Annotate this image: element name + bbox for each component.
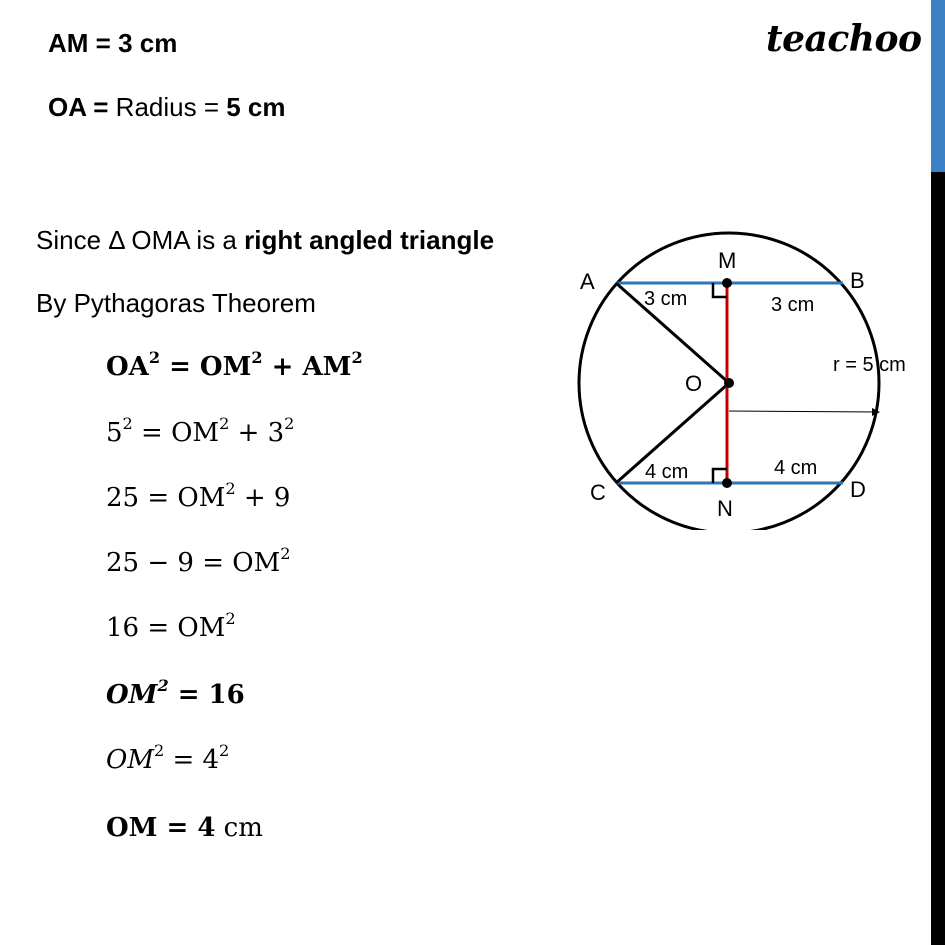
label-n: N bbox=[717, 496, 733, 521]
pythagoras-line: By Pythagoras Theorem bbox=[36, 288, 316, 318]
since-bold: right angled triangle bbox=[244, 225, 495, 255]
oa-mid: Radius = bbox=[108, 92, 227, 122]
label-c: C bbox=[590, 480, 606, 505]
eq8-a: OM = 4 bbox=[106, 813, 216, 843]
eq6-a: OM bbox=[106, 680, 158, 710]
eq3-a: 25 = OM bbox=[106, 483, 226, 513]
eq7-b: = 4 bbox=[164, 745, 220, 775]
oa-line bbox=[48, 92, 286, 123]
equation-2 bbox=[106, 413, 295, 448]
label-m: M bbox=[718, 248, 737, 273]
radius-arrow bbox=[729, 411, 879, 412]
eq7-p2: 2 bbox=[219, 740, 230, 760]
am-text: AM = 3 cm bbox=[48, 28, 178, 58]
eq2-a: 5 bbox=[106, 418, 123, 448]
teachoo-logo: teachoo bbox=[766, 18, 922, 60]
equation-5 bbox=[106, 608, 236, 643]
eq2-p3: 2 bbox=[284, 413, 295, 433]
measure-cn: 4 cm bbox=[645, 461, 689, 483]
measure-mb: 3 cm bbox=[771, 294, 815, 316]
eq7-p1: 2 bbox=[153, 740, 165, 760]
equation-1 bbox=[106, 347, 363, 382]
eq6-b: = 16 bbox=[168, 680, 245, 710]
measure-nd: 4 cm bbox=[774, 457, 818, 479]
label-d: D bbox=[850, 477, 866, 502]
oa-label: OA = bbox=[48, 92, 109, 122]
eq7-a: OM bbox=[106, 745, 154, 775]
eq6-p1: 2 bbox=[157, 675, 169, 695]
eq1-b: = OM bbox=[160, 352, 252, 382]
label-o: O bbox=[685, 371, 703, 396]
equation-4 bbox=[106, 543, 291, 578]
eq5-a: 16 = OM bbox=[106, 613, 226, 643]
measure-am: 3 cm bbox=[644, 288, 688, 310]
label-b: B bbox=[850, 268, 865, 293]
eq8-b: cm bbox=[215, 813, 263, 843]
point-o bbox=[724, 378, 734, 388]
eq1-p2: 2 bbox=[251, 347, 263, 367]
am-line bbox=[48, 28, 177, 59]
eq4-a: 25 − 9 = OM bbox=[106, 548, 281, 578]
eq2-b: = OM bbox=[132, 418, 220, 448]
equation-6 bbox=[106, 675, 245, 710]
eq1-p1: 2 bbox=[148, 347, 161, 367]
eq1-c: + AM bbox=[262, 352, 352, 382]
eq3-b: + 9 bbox=[235, 483, 291, 513]
point-n bbox=[722, 478, 732, 488]
since-prefix: Since Δ OMA is a bbox=[36, 225, 245, 255]
equation-8 bbox=[106, 813, 263, 843]
eq1-a: OA bbox=[106, 352, 149, 382]
eq3-p1: 2 bbox=[225, 478, 236, 498]
eq5-p1: 2 bbox=[225, 608, 236, 628]
eq2-p2: 2 bbox=[219, 413, 230, 433]
eq2-c: + 3 bbox=[229, 418, 285, 448]
measure-radius: r = 5 cm bbox=[833, 354, 906, 376]
equation-3 bbox=[106, 478, 291, 513]
eq1-p3: 2 bbox=[351, 347, 363, 367]
sidebar-accent bbox=[931, 0, 945, 172]
oa-value: 5 cm bbox=[226, 92, 286, 122]
since-line bbox=[36, 225, 494, 256]
equation-7 bbox=[106, 740, 230, 775]
circle-diagram bbox=[560, 220, 930, 530]
eq4-p1: 2 bbox=[280, 543, 291, 563]
label-a: A bbox=[580, 269, 595, 294]
point-m bbox=[722, 278, 732, 288]
eq2-p1: 2 bbox=[122, 413, 133, 433]
